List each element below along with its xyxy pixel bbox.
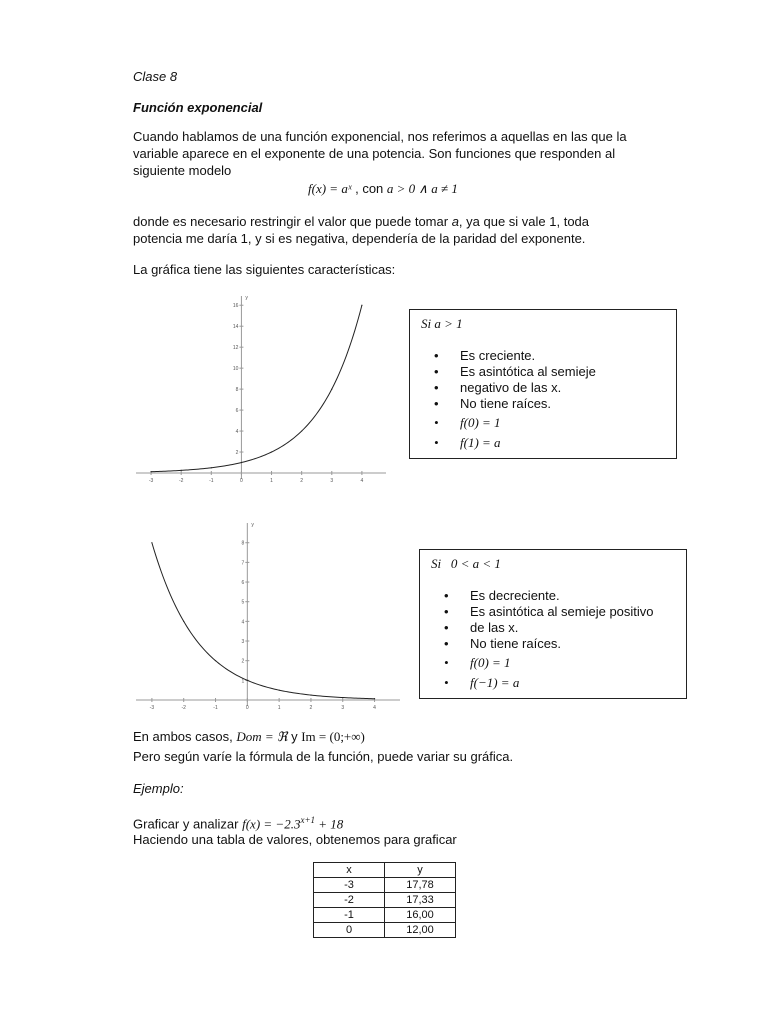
restriction-line-1 [133, 213, 589, 230]
x-tick-label: 1 [270, 478, 273, 484]
list-item: • f(0) = 1 [460, 415, 720, 431]
restriction-var: a [451, 214, 459, 229]
table-cell: 17,33 [385, 893, 456, 908]
graph-intro: La gráfica tiene las siguientes características: [133, 262, 396, 277]
intro-line-2: variable aparece en el exponente de una potencia. Son funciones que responden al [133, 146, 616, 161]
y-tick-label: 10 [232, 366, 239, 373]
x-tick-label: 2 [300, 478, 304, 484]
table-intro: Haciendo una tabla de valores, obtenemos para graficar [133, 832, 457, 847]
x-tick-label: 4 [360, 478, 364, 484]
list-item: • Es creciente. [460, 348, 720, 364]
y-tick-label: 7 [241, 560, 245, 567]
list-item: • No tiene raíces. [470, 636, 730, 652]
table-row [314, 923, 456, 938]
x-tick-label: -3 [149, 705, 155, 710]
data-point [183, 621, 184, 622]
formula-fx: f(x) = aˣ [308, 181, 352, 196]
function-curve [151, 305, 362, 471]
domain-line [133, 728, 365, 745]
y-tick-label: 6 [235, 408, 239, 415]
y-tick-label: 8 [235, 387, 239, 394]
growth-chart [130, 290, 392, 490]
x-tick-label: 4 [373, 705, 376, 710]
data-point [301, 430, 302, 431]
example-task-text: Graficar y analizar [133, 816, 239, 832]
table-row [314, 893, 456, 908]
y-tick-label: 2 [241, 658, 245, 665]
data-point [361, 305, 362, 306]
intro-line-3: siguiente modelo [133, 163, 232, 178]
list-item-continuation: • negativo de las x. [460, 380, 720, 396]
restriction-text-a: donde es necesario restringir el valor que puede tomar [133, 214, 452, 229]
x-tick-label: 3 [341, 705, 345, 710]
decay-properties-box [419, 549, 687, 699]
variation-line: Pero según varíe la fórmula de la función, puede variar su gráfica. [133, 749, 514, 764]
list-item-continuation: • de las x. [470, 620, 730, 636]
x-tick-label: 1 [277, 705, 281, 710]
list-item: • f(0) = 1 [470, 655, 730, 671]
y-tick-label: 14 [232, 324, 239, 331]
y-tick-label: 2 [235, 450, 239, 457]
y-axis-label: y [251, 522, 254, 528]
data-point [241, 462, 242, 463]
x-tick-label: -2 [181, 705, 186, 710]
data-point [215, 660, 216, 661]
list-item: • f(1) = a [460, 435, 720, 451]
values-table [313, 862, 456, 938]
example-formula-exponent: x+1 [300, 815, 316, 825]
data-point [374, 698, 375, 699]
data-point [279, 690, 280, 691]
table-cell: 12,00 [385, 923, 456, 938]
table-cell: -3 [314, 878, 385, 893]
x-tick-label: 3 [330, 478, 334, 484]
table-cell: 0 [314, 923, 385, 938]
table-row [314, 908, 456, 923]
x-tick-label: -3 [148, 478, 154, 484]
function-curve [152, 540, 375, 699]
list-item: • No tiene raíces. [460, 396, 720, 412]
x-tick-label: 2 [309, 705, 313, 710]
domain-formula: Dom = ℜ [236, 729, 288, 744]
decay-list [420, 588, 730, 691]
y-tick-label: 6 [241, 580, 245, 587]
data-point [331, 389, 332, 390]
data-point [150, 471, 151, 472]
formula-condition: a > 0 ∧ a ≠ 1 [386, 181, 458, 196]
y-tick-label: 12 [232, 345, 239, 352]
decay-condition: Si 0 < a < 1 [431, 556, 501, 571]
growth-list [410, 348, 720, 451]
x-tick-label: -2 [178, 478, 184, 484]
domain-pre: En ambos casos, [133, 729, 233, 744]
data-point [151, 542, 152, 543]
example-task [133, 812, 343, 832]
table-header-y: y [385, 863, 456, 878]
data-point [211, 467, 212, 468]
example-formula: f(x) = −2.3 [242, 816, 301, 832]
data-point [342, 697, 343, 698]
data-point [271, 451, 272, 452]
restriction-text-b: , ya que si vale 1, toda [458, 214, 590, 229]
table-header-x: x [314, 863, 385, 878]
example-formula-tail: + 18 [315, 816, 344, 832]
growth-condition: Si a > 1 [421, 316, 463, 331]
restriction-line-2: potencia me daría 1, y si es negativa, dependería de la paridad del exponente. [133, 231, 586, 246]
table-cell: -1 [314, 908, 385, 923]
decay-chart [130, 515, 405, 710]
table-header-row [314, 863, 456, 878]
y-tick-label: 4 [241, 619, 245, 626]
table-cell: 16,00 [385, 908, 456, 923]
image-formula: Im = (0;+∞) [301, 729, 365, 744]
y-tick-label: 8 [241, 540, 245, 547]
class-label: Clase 8 [133, 69, 178, 84]
y-tick-label: 1 [241, 678, 245, 685]
list-item: • Es asintótica al semieje [460, 364, 720, 380]
data-point [181, 470, 182, 471]
table-cell: 17,78 [385, 878, 456, 893]
domain-mid: y [287, 729, 302, 744]
model-formula [308, 180, 458, 197]
y-tick-label: 16 [232, 303, 239, 310]
list-item: • Es asintótica al semieje positivo [470, 604, 730, 620]
page-title: Función exponencial [133, 100, 263, 115]
table-row [314, 878, 456, 893]
x-tick-label: 0 [240, 478, 243, 484]
y-axis-label: y [245, 295, 248, 301]
data-point [310, 694, 311, 695]
intro-line-1: Cuando hablamos de una función exponencial, nos referimos a aquellas en las que la [133, 129, 627, 144]
x-tick-label: -1 [213, 705, 218, 710]
table-cell: -2 [314, 893, 385, 908]
y-tick-label: 5 [241, 599, 245, 606]
x-tick-label: -1 [209, 478, 214, 484]
y-tick-label: 4 [235, 429, 239, 436]
y-tick-label: 3 [241, 639, 245, 646]
formula-separator: , con [351, 181, 387, 196]
example-label: Ejemplo: [133, 781, 184, 796]
growth-properties-box [409, 309, 677, 459]
data-point [247, 680, 248, 681]
list-item: • Es decreciente. [470, 588, 730, 604]
list-item: • f(−1) = a [470, 675, 730, 691]
x-tick-label: 0 [245, 705, 249, 710]
